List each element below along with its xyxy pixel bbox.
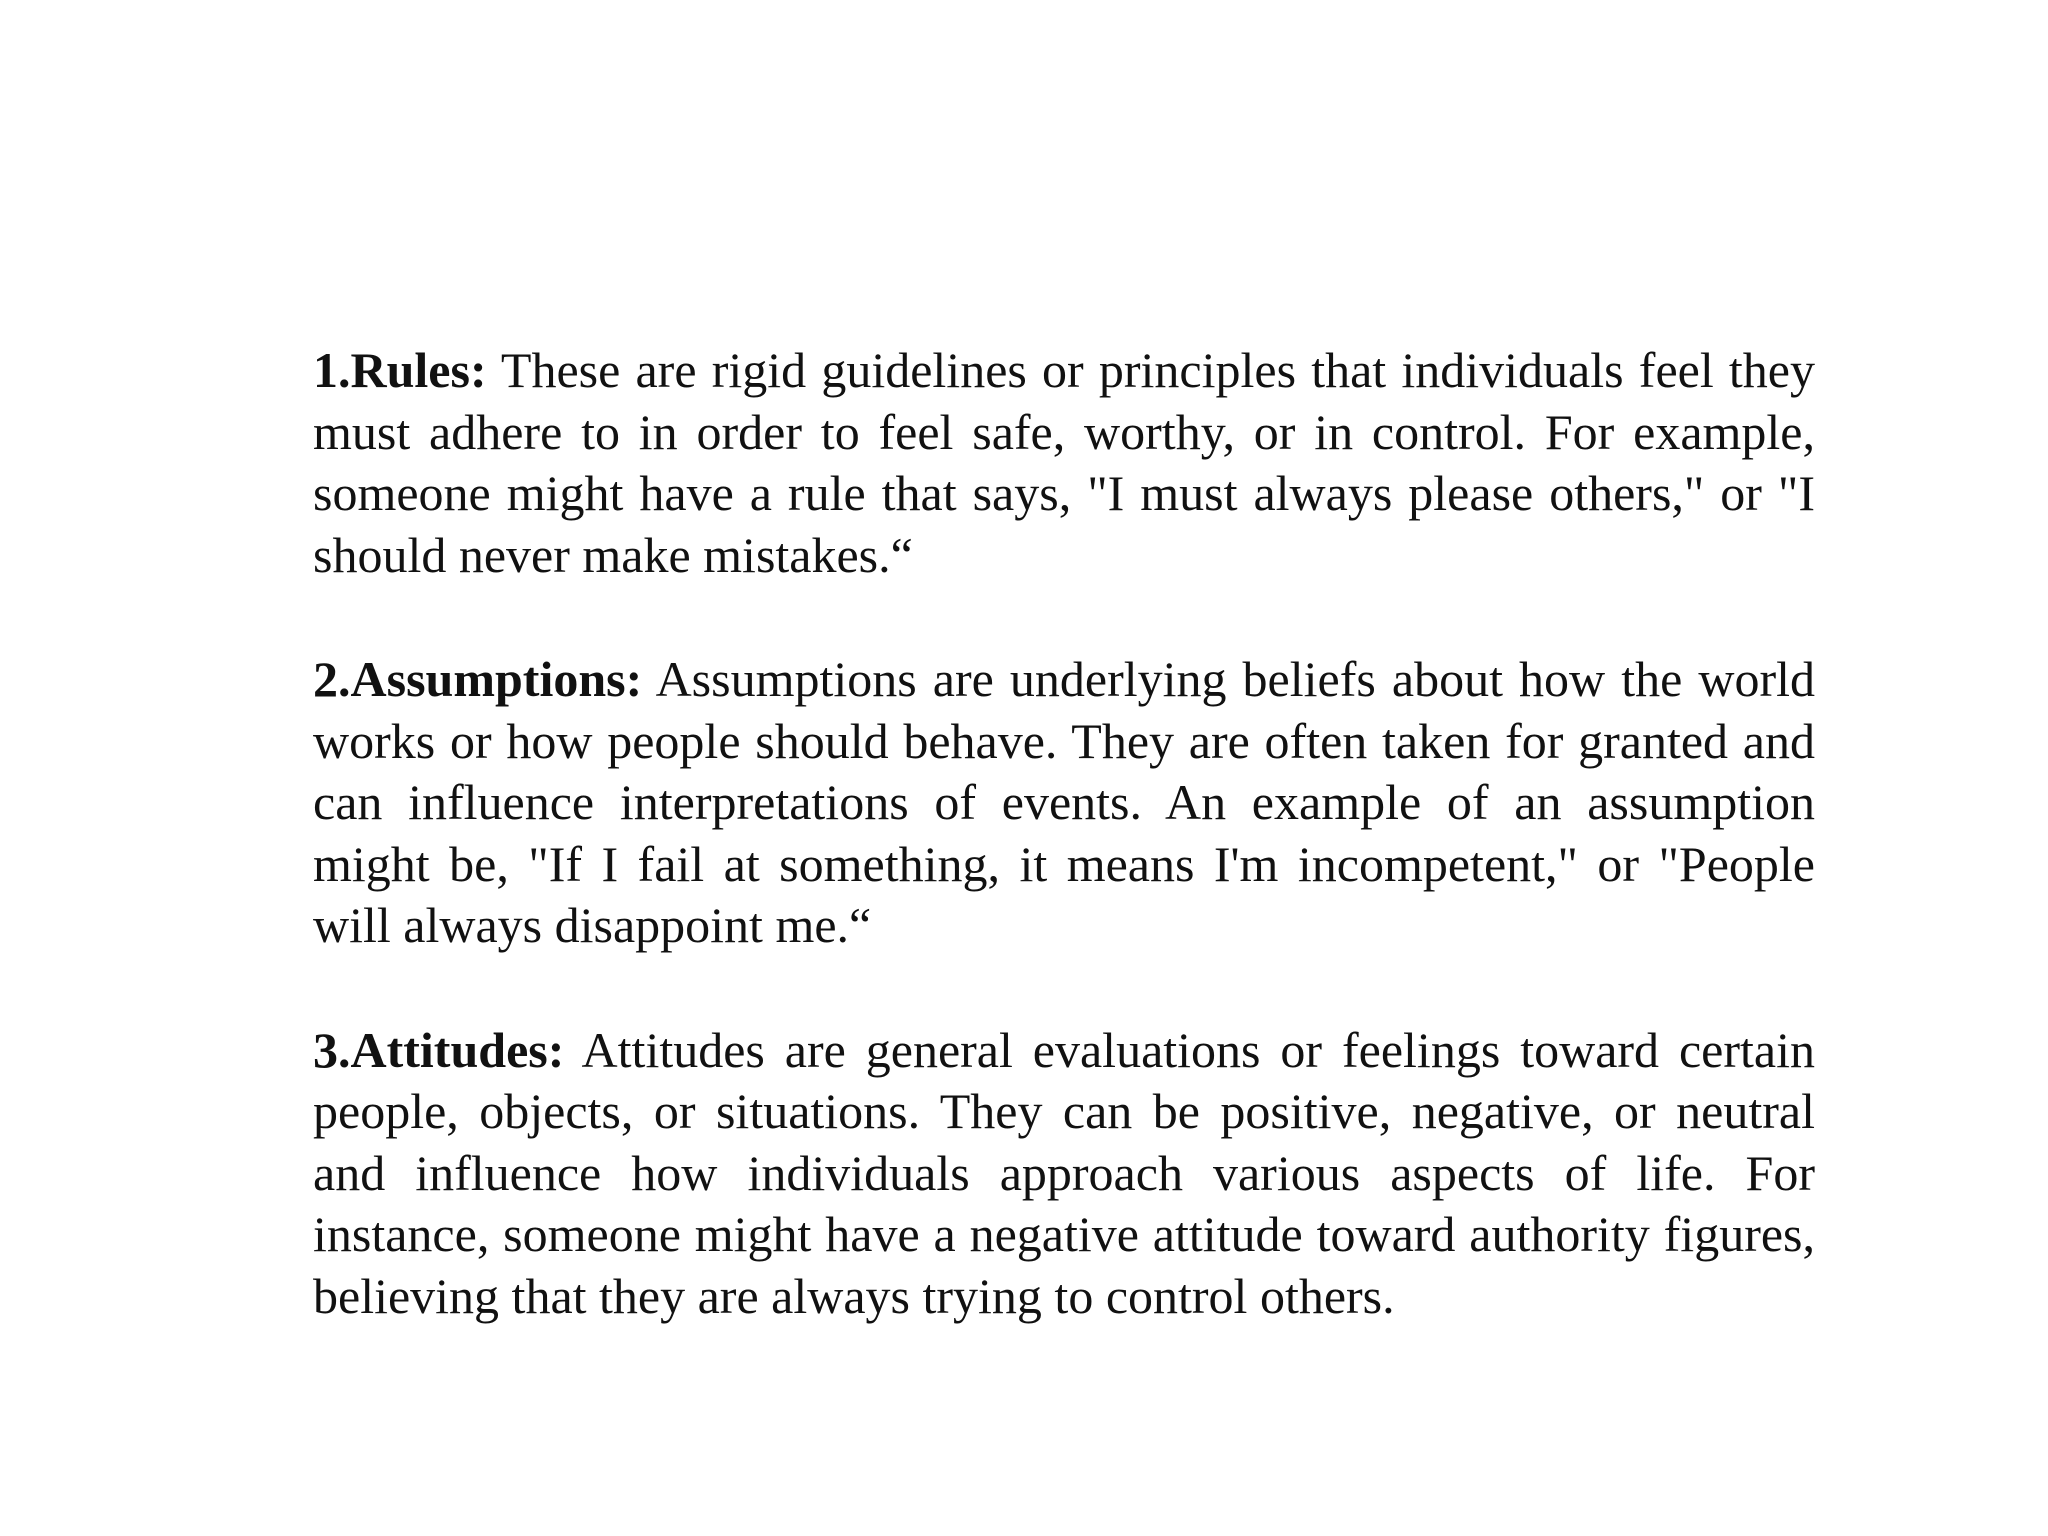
term-rules: 1.Rules: bbox=[313, 342, 487, 398]
definition-attitudes bbox=[313, 1020, 1815, 1328]
term-assumptions: 2.Assumptions: bbox=[313, 651, 643, 707]
definition-rules bbox=[313, 340, 1815, 586]
term-attitudes: 3.Attitudes: bbox=[313, 1021, 565, 1078]
definition-rules-text: These are rigid guidelines or principles that individuals feel they must adhere to in order to feel safe, worthy, or in control. For example, someone might have a rule that says, "I must always please others," or "I should never make mistakes.“ bbox=[313, 342, 1815, 583]
definition-list bbox=[313, 340, 1815, 1327]
definition-assumptions bbox=[313, 649, 1815, 957]
definition-attitudes-text: Attitudes are general evaluations or feelings toward certain people, objects, or situations. They can be positive, negative, or neutral and influence how individuals approach various aspects of life. For instance, someone might have a negative attitude toward authority figures, believing that they are always trying to control others. bbox=[313, 1021, 1815, 1324]
definition-assumptions-text: Assumptions are underlying beliefs about how the world works or how people should behave. They are often taken for granted and can influence interpretations of events. An example of an assumption might be, "If I fail at something, it means I'm incompetent," or "People will always disappoint me.“ bbox=[313, 651, 1815, 953]
